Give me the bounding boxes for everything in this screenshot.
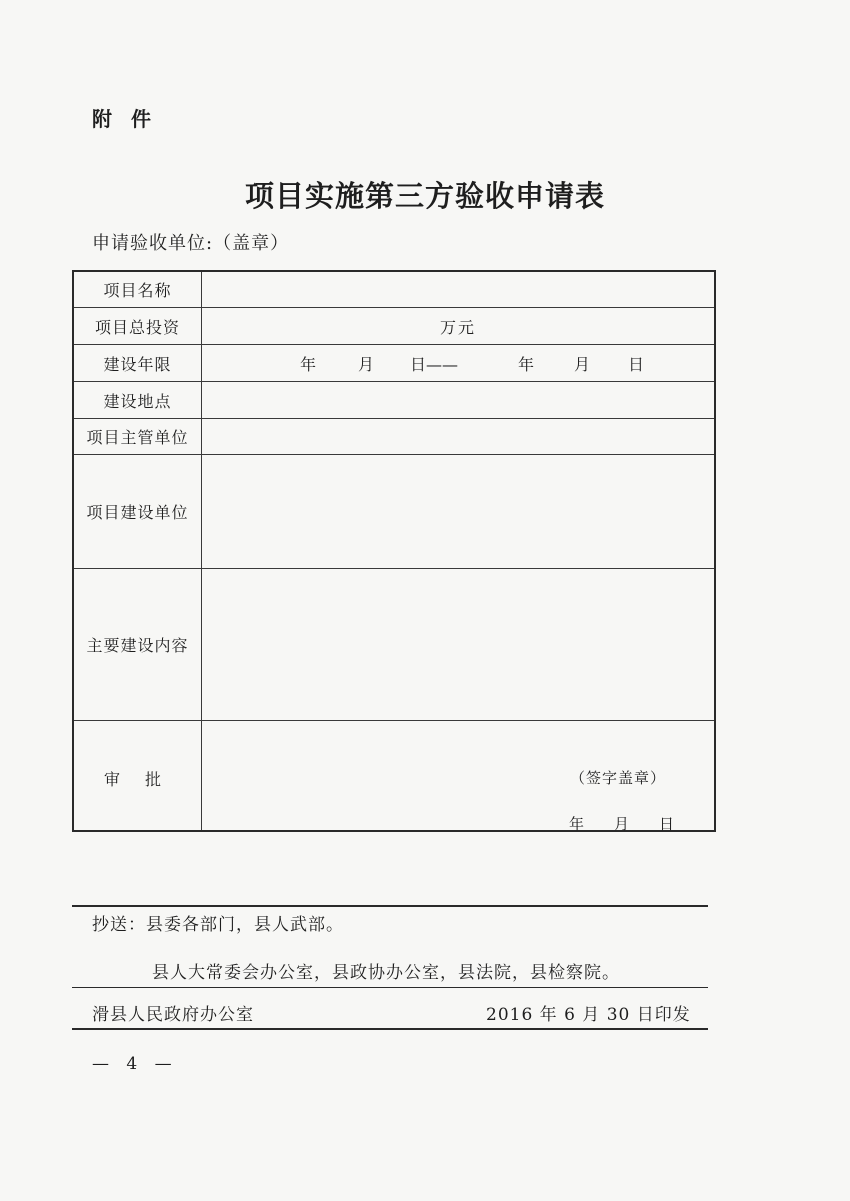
- approval-year: 年: [568, 815, 584, 833]
- attachment-label: 附 件: [92, 107, 157, 131]
- period-end-month: 月: [574, 354, 591, 374]
- applicant-line: 申请验收单位:（盖章）: [92, 233, 290, 254]
- field-construction-unit[interactable]: [202, 455, 714, 568]
- value-construction-unit: [202, 455, 714, 568]
- field-location[interactable]: [202, 382, 714, 418]
- issue-date: 2016 年 6 月 30 日印发: [486, 1005, 691, 1025]
- period-start-month: 月: [358, 354, 375, 374]
- approval-signature-note: （签字盖章）: [569, 769, 666, 787]
- value-project-name: [202, 272, 714, 307]
- footer-divider-top: [72, 905, 708, 907]
- field-approval[interactable]: [202, 721, 714, 833]
- row-supervising-unit: [74, 419, 714, 455]
- row-project-name: [74, 272, 714, 308]
- approval-month: 月: [613, 815, 629, 833]
- label-construction-unit: 项目建设单位: [74, 455, 202, 568]
- field-construction-period[interactable]: [202, 345, 714, 381]
- field-total-investment[interactable]: [202, 308, 714, 344]
- value-total-investment-unit: 万元: [439, 317, 476, 337]
- approval-date: [539, 813, 674, 834]
- period-end-day: 日: [628, 354, 645, 374]
- row-main-content: [74, 569, 714, 721]
- row-location: [74, 382, 714, 419]
- label-construction-period: 建设年限: [74, 345, 202, 381]
- value-location: [202, 382, 714, 418]
- approval-day: 日: [658, 815, 674, 833]
- row-construction-period: [74, 345, 714, 382]
- application-form-table: [72, 270, 716, 832]
- label-project-name: 项目名称: [74, 272, 202, 307]
- row-construction-unit: [74, 455, 714, 569]
- cc-line-2: 县人大常委会办公室，县政协办公室，县法院，县检察院。: [152, 963, 620, 983]
- label-main-content: 主要建设内容: [74, 569, 202, 720]
- label-supervising-unit: 项目主管单位: [74, 419, 202, 454]
- label-total-investment: 项目总投资: [74, 308, 202, 344]
- page-number: — 4 —: [92, 1054, 178, 1074]
- value-main-content: [202, 569, 714, 720]
- field-main-content[interactable]: [202, 569, 714, 720]
- field-supervising-unit[interactable]: [202, 419, 714, 454]
- issuer: 滑县人民政府办公室: [92, 1005, 254, 1025]
- row-approval: [74, 721, 714, 833]
- footer-divider-bottom: [72, 1028, 708, 1030]
- value-supervising-unit: [202, 419, 714, 454]
- label-approval: 审 批: [74, 721, 202, 830]
- row-total-investment: [74, 308, 714, 345]
- cc-line-1: 抄送：县委各部门，县人武部。: [92, 915, 344, 935]
- label-location: 建设地点: [74, 382, 202, 418]
- period-start-year: 年: [300, 354, 317, 374]
- period-end-year: 年: [518, 354, 535, 374]
- field-project-name[interactable]: [202, 272, 714, 307]
- period-start-day: 日——: [410, 354, 459, 374]
- page-title: 项目实施第三方验收申请表: [244, 179, 605, 213]
- footer-divider-middle: [72, 987, 708, 988]
